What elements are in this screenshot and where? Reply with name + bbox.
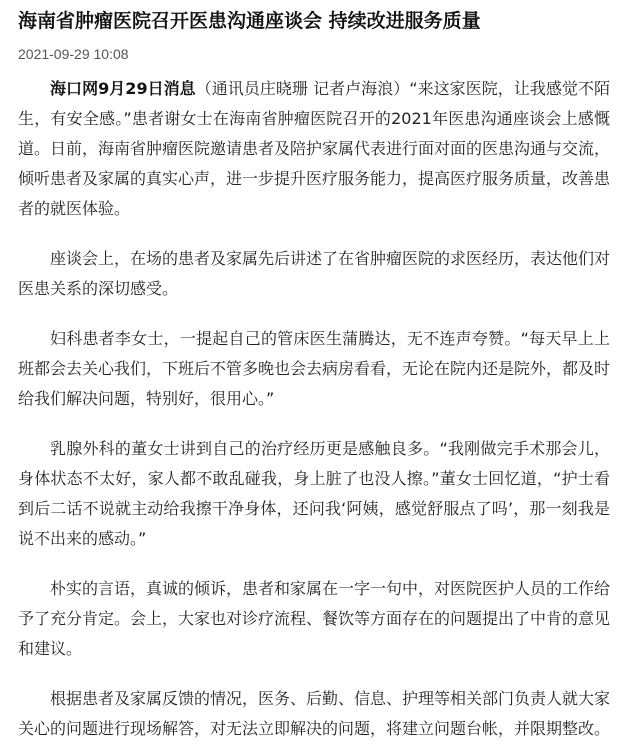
paragraph-6: 根据患者及家属反馈的情况，医务、后勤、信息、护理等相关部门负责人就大家关心的问题进行现场解答，对无法立即解决的问题，将建立问题台帐，并限期整改。 (18, 689, 611, 738)
paragraph-3: 妇科患者李女士，一提起自己的管床医生蒲腾达，无不连声夸赞。“每天早上上班都会去关心我们，下班后不管多晚也会去病房看看，无论在院内还是院外，都及时给我们解决问题，特别好，很用心。” (18, 329, 611, 408)
paragraph-5: 朴实的言语，真诚的倾诉，患者和家属在一字一句中，对医院医护人员的工作给予了充分肯定。会上，大家也对诊疗流程、餐饮等方面存在的问题提出了中肯的意见和建议。 (18, 579, 611, 658)
paragraph-2: 座谈会上，在场的患者及家属先后讲述了在省肿瘤医院的求医经历，表达他们对医患关系的深切感受。 (18, 249, 611, 298)
publish-date: 2021-09-29 10:08 (18, 46, 129, 62)
article-title: 海南省肿瘤医院召开医患沟通座谈会 持续改进服务质量 (18, 10, 481, 32)
paragraph-4: 乳腺外科的董女士讲到自己的治疗经历更是感触良多。“我刚做完手术那会儿，身体状态不太好，家人都不敢乱碰我，身上脏了也没人擦。”董女士回忆道，“护士看到后二话不说就主动给我擦干净身体，还问我‘阿姨，感觉舒服点了吗’，那一刻我是说不出来的感动。” (18, 439, 610, 548)
source-lead: 海口网9月29日消息 (50, 79, 196, 98)
article-body (18, 74, 610, 744)
paragraph-1 (18, 74, 610, 224)
paragraph-1-text: （通讯员庄晓珊 记者卢海浪）“来这家医院，让我感觉不陌生，有安全感。”患者谢女士在海南省肿瘤医院召开的2021年医患沟通座谈会上感慨道。日前，海南省肿瘤医院邀请患者及陪护家属代表进行面对面的医患沟通与交流，倾听患者及家属的真实心声，进一步提升医疗服务能力，提高医疗服务质量，改善患者的就医体验。 (18, 79, 611, 218)
